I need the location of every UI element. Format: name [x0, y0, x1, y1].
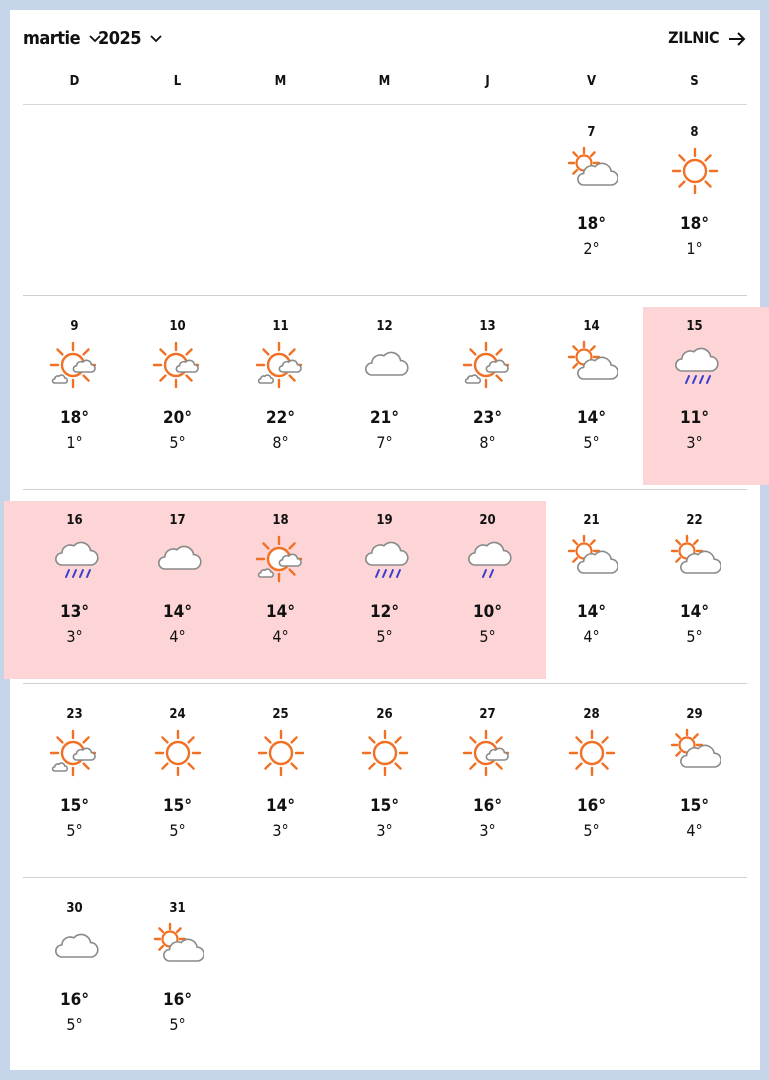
min-temp: 3° — [479, 821, 496, 840]
weekday-label: J — [485, 74, 490, 89]
day-number: 17 — [169, 513, 186, 528]
sun-small-cloud-icon — [152, 339, 204, 391]
max-temp: 14° — [680, 602, 709, 622]
day-number: 27 — [479, 707, 496, 722]
max-temp: 15° — [370, 796, 399, 816]
max-temp: 11° — [680, 408, 709, 428]
day-cell[interactable] — [229, 503, 332, 685]
sun-icon — [669, 145, 721, 197]
cloud-icon — [152, 533, 204, 585]
day-cell[interactable] — [23, 309, 126, 491]
day-cell[interactable] — [126, 309, 229, 491]
max-temp: 16° — [163, 990, 192, 1010]
day-number: 26 — [376, 707, 393, 722]
day-cell[interactable] — [643, 115, 746, 297]
max-temp: 14° — [577, 602, 606, 622]
cloud-icon — [49, 921, 101, 973]
day-cell[interactable] — [643, 309, 746, 491]
min-temp: 4° — [169, 627, 186, 646]
day-cell[interactable] — [23, 503, 126, 685]
day-number: 28 — [583, 707, 600, 722]
day-number: 8 — [690, 125, 699, 140]
min-temp: 5° — [66, 821, 83, 840]
day-number: 13 — [479, 319, 496, 334]
day-cell[interactable] — [436, 503, 539, 685]
min-temp: 1° — [686, 239, 703, 258]
min-temp: 3° — [272, 821, 289, 840]
max-temp: 10° — [473, 602, 502, 622]
weekday-label: M — [378, 74, 391, 89]
weekday-label: D — [69, 74, 80, 89]
cloud-icon — [359, 339, 411, 391]
day-number: 11 — [272, 319, 289, 334]
max-temp: 20° — [163, 408, 192, 428]
sun-small-cloud-icon — [462, 727, 514, 779]
sun-icon — [359, 727, 411, 779]
day-number: 22 — [686, 513, 703, 528]
max-temp: 15° — [60, 796, 89, 816]
day-number: 10 — [169, 319, 186, 334]
sun-cloud-icon — [669, 533, 721, 585]
min-temp: 2° — [583, 239, 600, 258]
max-temp: 14° — [266, 602, 295, 622]
month-label: martie — [23, 28, 81, 49]
day-number: 18 — [272, 513, 289, 528]
day-number: 19 — [376, 513, 393, 528]
day-cell[interactable] — [540, 115, 643, 297]
rain-cloud-icon — [359, 533, 411, 585]
day-number: 23 — [66, 707, 83, 722]
day-cell[interactable] — [23, 891, 126, 1073]
day-number: 21 — [583, 513, 600, 528]
max-temp: 21° — [370, 408, 399, 428]
weekday-label: V — [586, 74, 597, 89]
calendar-card — [10, 10, 760, 1070]
min-temp: 3° — [376, 821, 393, 840]
min-temp: 5° — [169, 821, 186, 840]
max-temp: 18° — [680, 214, 709, 234]
min-temp: 5° — [583, 821, 600, 840]
max-temp: 14° — [577, 408, 606, 428]
sun-cloud-icon — [669, 727, 721, 779]
calendar-grid — [10, 10, 760, 1070]
sun-cloud-icon — [566, 145, 618, 197]
min-temp: 5° — [686, 627, 703, 646]
day-cell[interactable] — [126, 697, 229, 879]
day-number: 9 — [70, 319, 79, 334]
min-temp: 5° — [169, 1015, 186, 1034]
sun-icon — [152, 727, 204, 779]
day-cell[interactable] — [333, 697, 436, 879]
min-temp: 7° — [376, 433, 393, 452]
max-temp: 22° — [266, 408, 295, 428]
day-cell[interactable] — [229, 697, 332, 879]
day-cell[interactable] — [126, 503, 229, 685]
day-number: 29 — [686, 707, 703, 722]
max-temp: 16° — [473, 796, 502, 816]
day-cell[interactable] — [333, 503, 436, 685]
sun-small-clouds-icon — [255, 533, 307, 585]
sun-small-clouds-icon — [49, 727, 101, 779]
weekday-label: S — [690, 74, 699, 89]
rain-cloud-icon — [49, 533, 101, 585]
min-temp: 8° — [272, 433, 289, 452]
max-temp: 18° — [577, 214, 606, 234]
light-rain-cloud-icon — [462, 533, 514, 585]
sun-cloud-icon — [566, 533, 618, 585]
min-temp: 1° — [66, 433, 83, 452]
day-number: 15 — [686, 319, 703, 334]
day-number: 25 — [272, 707, 289, 722]
day-cell[interactable] — [126, 891, 229, 1073]
day-cell[interactable] — [643, 503, 746, 685]
sun-icon — [255, 727, 307, 779]
min-temp: 4° — [272, 627, 289, 646]
sun-small-clouds-icon — [49, 339, 101, 391]
day-cell[interactable] — [229, 309, 332, 491]
max-temp: 16° — [577, 796, 606, 816]
day-cell[interactable] — [540, 697, 643, 879]
min-temp: 4° — [583, 627, 600, 646]
day-number: 7 — [587, 125, 596, 140]
sun-icon — [566, 727, 618, 779]
day-number: 24 — [169, 707, 186, 722]
day-number: 20 — [479, 513, 496, 528]
min-temp: 4° — [686, 821, 703, 840]
max-temp: 14° — [163, 602, 192, 622]
weekday-label: M — [274, 74, 287, 89]
day-number: 30 — [66, 901, 83, 916]
min-temp: 5° — [479, 627, 496, 646]
max-temp: 15° — [680, 796, 709, 816]
day-number: 14 — [583, 319, 600, 334]
sun-cloud-icon — [566, 339, 618, 391]
min-temp: 3° — [686, 433, 703, 452]
day-cell[interactable] — [436, 309, 539, 491]
year-label: 2025 — [98, 28, 142, 49]
sun-small-clouds-icon — [462, 339, 514, 391]
daily-link-label: ZILNIC — [668, 28, 720, 47]
day-cell[interactable] — [540, 309, 643, 491]
weekday-label: L — [173, 74, 182, 89]
day-cell[interactable] — [643, 697, 746, 879]
min-temp: 5° — [376, 627, 393, 646]
max-temp: 12° — [370, 602, 399, 622]
max-temp: 13° — [60, 602, 89, 622]
rain-cloud-icon — [669, 339, 721, 391]
day-cell[interactable] — [540, 503, 643, 685]
max-temp: 18° — [60, 408, 89, 428]
min-temp: 8° — [479, 433, 496, 452]
max-temp: 23° — [473, 408, 502, 428]
max-temp: 15° — [163, 796, 192, 816]
day-number: 12 — [376, 319, 393, 334]
day-number: 16 — [66, 513, 83, 528]
min-temp: 5° — [66, 1015, 83, 1034]
sun-cloud-icon — [152, 921, 204, 973]
min-temp: 5° — [169, 433, 186, 452]
max-temp: 16° — [60, 990, 89, 1010]
min-temp: 5° — [583, 433, 600, 452]
day-cell[interactable] — [436, 697, 539, 879]
max-temp: 14° — [266, 796, 295, 816]
sun-small-clouds-icon — [255, 339, 307, 391]
day-cell[interactable] — [333, 309, 436, 491]
day-number: 31 — [169, 901, 186, 916]
min-temp: 3° — [66, 627, 83, 646]
day-cell[interactable] — [23, 697, 126, 879]
